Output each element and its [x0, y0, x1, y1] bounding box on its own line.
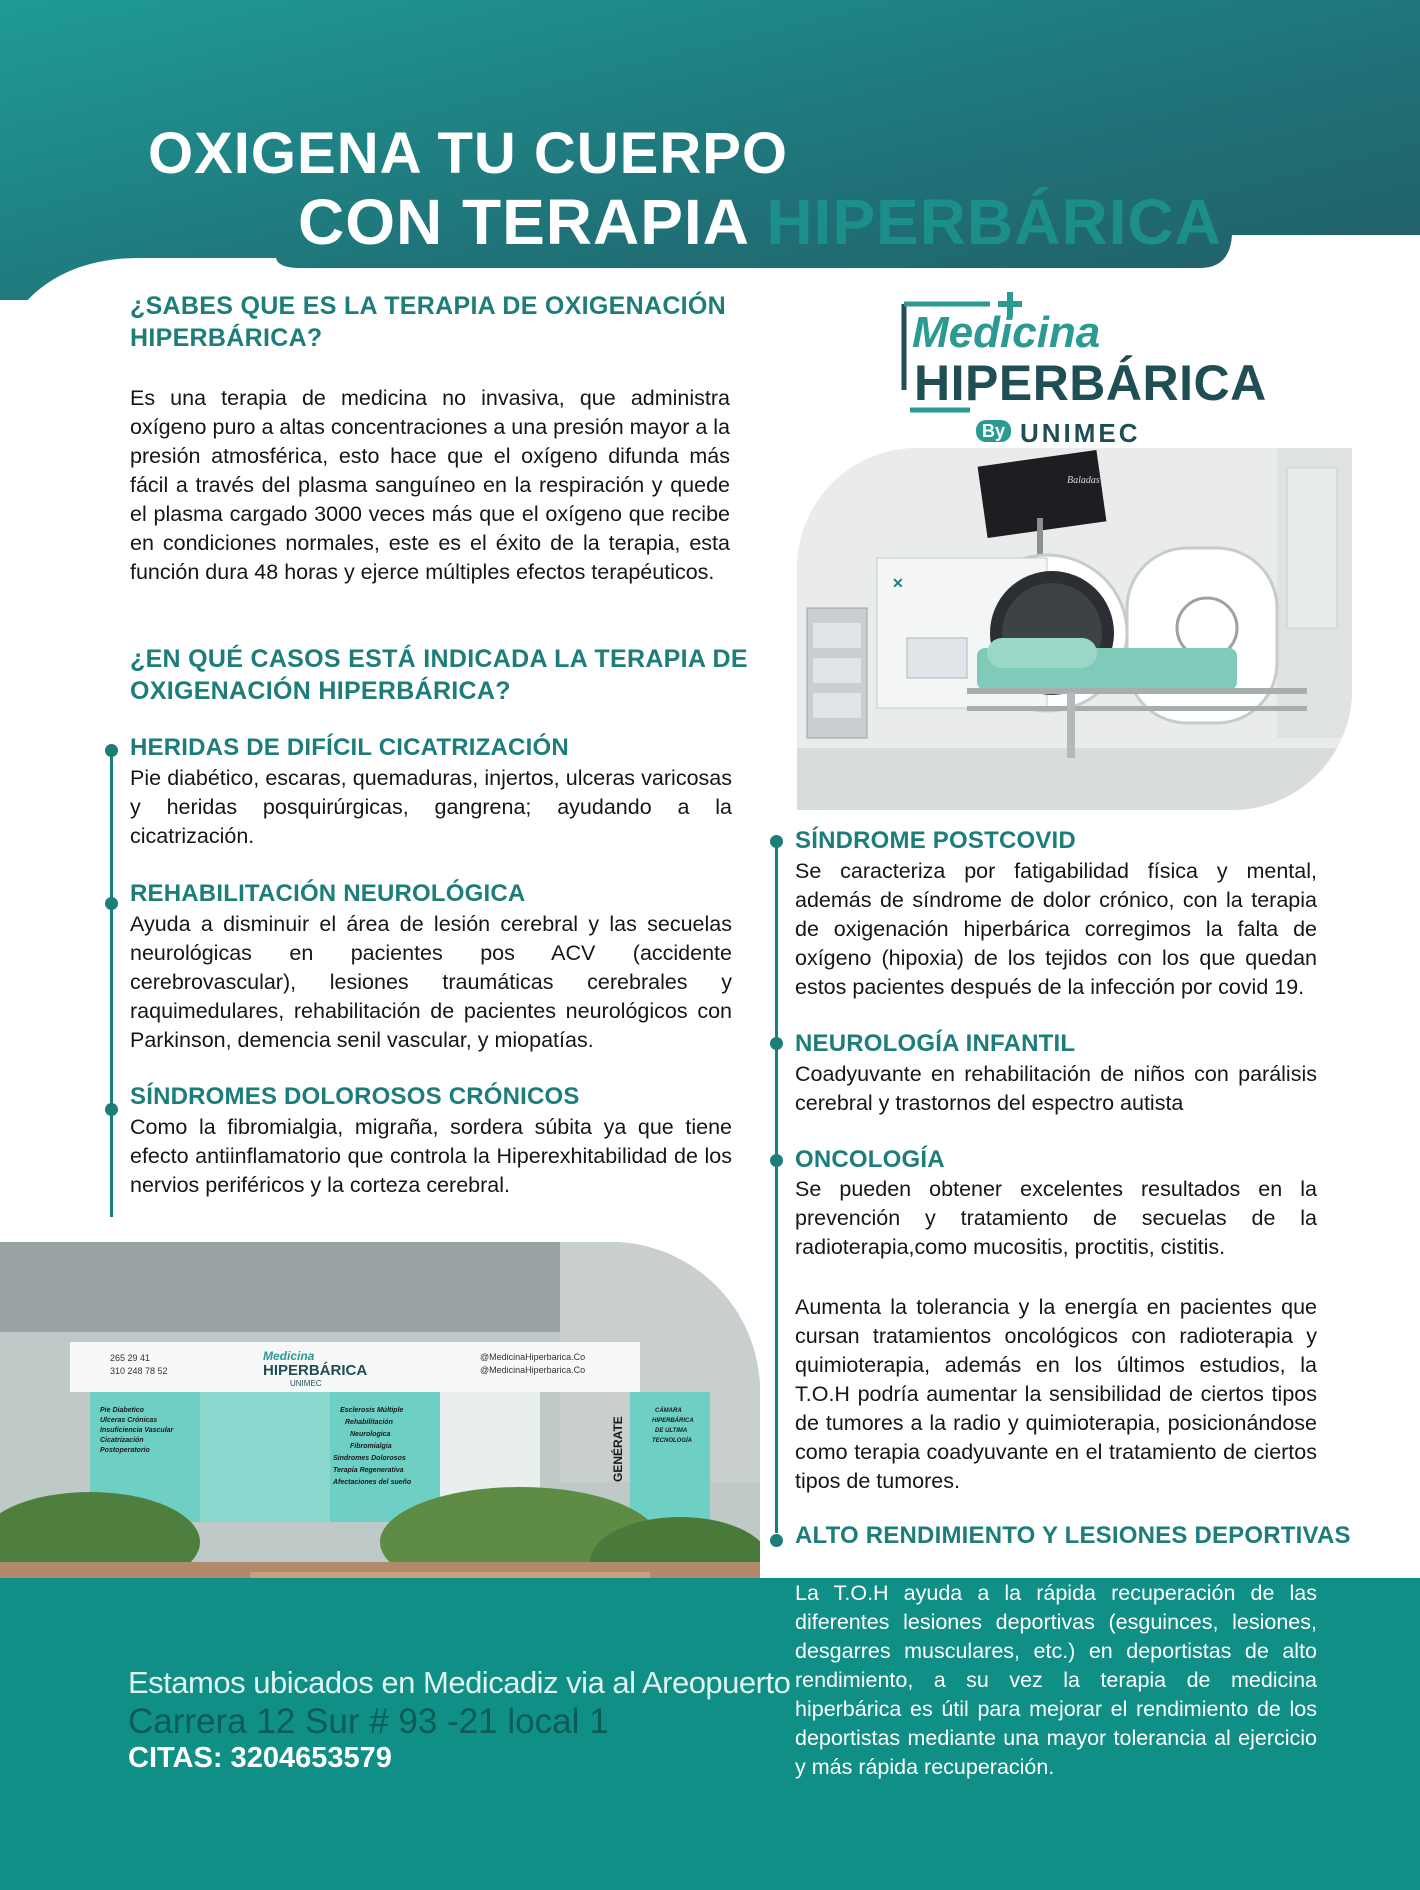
- bullet-dot: [770, 1154, 783, 1167]
- page-title-line1: OXIGENA TU CUERPO: [148, 121, 789, 186]
- bullet-dot: [105, 744, 118, 757]
- item-title: NEUROLOGÍA INFANTIL: [795, 1030, 1076, 1057]
- sign-phone2: 310 248 78 52: [110, 1366, 168, 1376]
- item-text: Pie diabético, escaras, quemaduras, injertos, ulceras varicosas y heridas posquirúrgicas, gangrena; ayudando a la cicatrización.: [130, 766, 732, 848]
- item-text: Como la fibromialgia, migraña, sordera súbita ya que tiene efecto antiinflamatorio que controla la Hiperexhitabilidad de los nervios periféricos y la corteza cerebral.: [130, 1115, 732, 1197]
- window-left-item: Cicatrización: [100, 1437, 144, 1444]
- window-right-item: HIPERBÁRICA: [652, 1418, 694, 1424]
- sign-logo1: Medicina: [263, 1349, 315, 1363]
- sign-logo2: HIPERBÁRICA: [263, 1362, 368, 1379]
- window-center-item: Terapia Regenerativa: [333, 1467, 404, 1474]
- title-highlight: HIPERBÁRICA: [766, 186, 1222, 258]
- chamber-photo: [797, 448, 1352, 810]
- intro-question: ¿SABES QUE ES LA TERAPIA DE OXIGENACIÓN HIPERBÁRICA?: [130, 292, 727, 352]
- item-text: Ayuda a disminuir el área de lesión cerebral y las secuelas neurológicas en pacientes pos ACV (accidente cerebrovascular), lesiones traumáticas cerebrales y raquimedulares, rehabilitación de pacientes neurológicos con Parkinson, demencia senil vascular, y miopatías.: [130, 912, 732, 1052]
- sign-logo3: UNIMEC: [290, 1379, 322, 1388]
- item-text: Se caracteriza por fatigabilidad física y mental, además de síndrome de dolor crónico, con la terapia de oxigenación hiperbárica corregimos la falta de oxígeno (hipoxia) de los tejidos con los que quedan estos pacientes después de la infección por covid 19.: [795, 859, 1317, 999]
- window-left-item: Ulceras Crónicas: [100, 1417, 158, 1424]
- window-right-item: DE ULTIMA: [655, 1428, 688, 1434]
- right-timeline-line: [775, 845, 778, 1533]
- sign-phone1: 265 29 41: [110, 1353, 151, 1363]
- window-center-item: Fibromialgia: [350, 1443, 392, 1450]
- brand-logo: [890, 290, 1267, 448]
- sign-social2: @MedicinaHiperbarica.Co: [480, 1365, 586, 1375]
- bullet-dot: [770, 1534, 783, 1547]
- window-center-item: Rehabilitación: [345, 1419, 393, 1426]
- chamber-logo-icon: ✕: [892, 575, 904, 591]
- logo-medicina: Medicina: [912, 308, 1101, 357]
- window-left-item: Pie Diabetico: [100, 1407, 144, 1414]
- sign-social1: @MedicinaHiperbarica.Co: [480, 1352, 586, 1362]
- appointments-phone: CITAS: 3204653579: [128, 1742, 392, 1774]
- title-line2-text: CON TERAPIA: [298, 186, 748, 258]
- window-right-item: TECNOLOGÍA: [652, 1438, 692, 1444]
- bullet-dot: [105, 1103, 118, 1116]
- item-title: HERIDAS DE DIFÍCIL CICATRIZACIÓN: [130, 734, 569, 761]
- window-vertical-text: GENÉRATE: [611, 1416, 625, 1482]
- window-right-item: CÁMARA: [655, 1408, 682, 1414]
- window-left-item: Insuficiencia Vascular: [100, 1427, 174, 1434]
- item-text: Se pueden obtener excelentes resultados en la prevención y tratamiento de secuelas de la radioterapia,como mucositis, proctitis, cistitis.: [795, 1177, 1317, 1259]
- chamber-illustration: [797, 448, 1352, 810]
- item-text-2: Aumenta la tolerancia y la energía en pacientes que cursan tratamientos oncológicos con radioterapia y quimioterapia, además en los últimos estudios, la T.O.H podría aumentar la sensibilidad de ciertos tipos de tumores a la radio y quimioterapia, posicionándose como terapia coadyuvante en el tratamiento de ciertos tipos de tumores.: [795, 1295, 1317, 1493]
- window-center-item: Sindromes Dolorosos: [333, 1455, 406, 1462]
- window-center-item: Afectaciones del sueño: [333, 1479, 412, 1486]
- indications-question: ¿EN QUÉ CASOS ESTÁ INDICADA LA TERAPIA DE OXIGENACIÓN HIPERBÁRICA?: [130, 645, 748, 705]
- bullet-dot: [770, 835, 783, 848]
- left-timeline-line: [110, 752, 113, 1217]
- logo-hiperbarica: HIPERBÁRICA: [914, 355, 1267, 411]
- window-left-item: Postoperatorio: [100, 1447, 150, 1454]
- location-line1: Estamos ubicados en Medicadiz via al Areopuerto: [128, 1665, 791, 1700]
- window-center-item: Esclerosis Múltiple: [340, 1407, 404, 1414]
- logo-unimec: UNIMEC: [1020, 418, 1141, 448]
- item-title: SÍNDROME POSTCOVID: [795, 827, 1076, 854]
- item-title: ALTO RENDIMIENTO Y LESIONES DEPORTIVAS: [795, 1522, 1351, 1549]
- item-title: SÍNDROMES DOLOROSOS CRÓNICOS: [130, 1083, 580, 1110]
- logo-by: By: [976, 420, 1011, 442]
- bullet-dot: [105, 897, 118, 910]
- bullet-dot: [770, 1037, 783, 1050]
- intro-text: Es una terapia de medicina no invasiva, que administra oxígeno puro a altas concentraciones a una presión mayor a la presión atmosférica, esto hace que el oxígeno difunda más fácil a través del plasma sanguíneo en la respiración y quede el plasma cargado 3000 veces más que el oxígeno que recibe en condiciones normales, este es el éxito de la terapia, esta función dura 48 horas y ejerce múltiples efectos terapéuticos.: [130, 386, 730, 584]
- sports-text: La T.O.H ayuda a la rápida recuperación de las diferentes lesiones deportivas (esguinces, lesiones, desgarres musculares, etc.) en deportistas de alto rendimiento, a su vez la terapia de medicina hiperbárica es útil para mejorar el rendimiento de los deportistas mediante una mayor tolerancia al ejercicio y más rápida recuperación.: [795, 1581, 1317, 1779]
- item-title: ONCOLOGÍA: [795, 1146, 945, 1173]
- item-title: REHABILITACIÓN NEUROLÓGICA: [130, 880, 526, 907]
- location-address: Carrera 12 Sur # 93 -21 local 1: [128, 1702, 609, 1741]
- tv-caption: Baladas: [1067, 475, 1100, 486]
- page-title-line2: [298, 186, 1222, 258]
- window-center-item: Neurologica: [350, 1431, 391, 1438]
- item-text: Coadyuvante en rehabilitación de niños con parálisis cerebral y trastornos del espectro autista: [795, 1062, 1317, 1115]
